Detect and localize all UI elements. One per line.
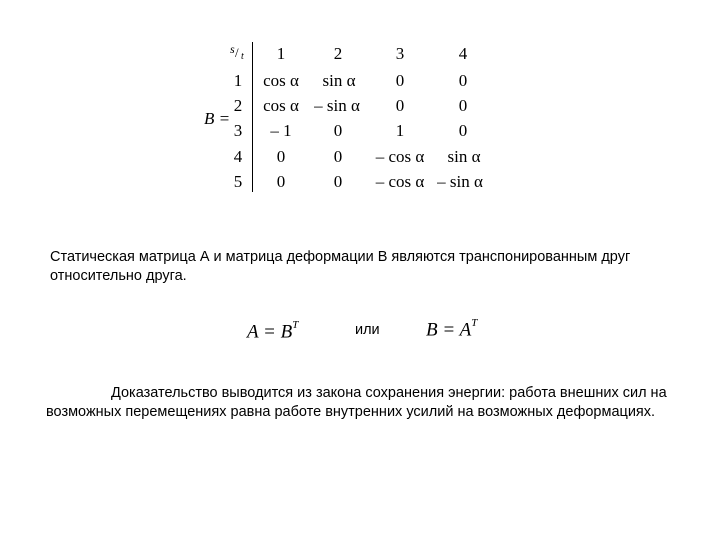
paragraph-statement: Статическая матрица А и матрица деформации В являются транспонированным друг относительно друга. [50, 249, 631, 284]
matrix-cell: – 1 [270, 121, 292, 140]
column-header: 2 [333, 44, 343, 63]
matrix-cell: 0 [333, 172, 343, 191]
formula-right-sup: T [471, 317, 478, 329]
matrix-cell: sin α [447, 147, 481, 166]
formula-left-sup: T [292, 319, 299, 331]
matrix-cell: 0 [276, 147, 286, 166]
matrix-cell: 0 [333, 121, 343, 140]
column-header: 3 [395, 44, 405, 63]
matrix-label: B = [204, 109, 231, 128]
row-index: 5 [233, 172, 243, 191]
matrix-cell: 1 [395, 121, 405, 140]
matrix-cell: – sin α [437, 172, 483, 191]
or-word: или [355, 322, 380, 338]
matrix-cell: 0 [395, 96, 405, 115]
formula-right-base: B = A [426, 319, 472, 341]
paragraph-proof: Доказательство выводится из закона сохранения энергии: работа внешних сил на возможных перемещениях равна работе внутренних усилий на возможных деформациях. [46, 385, 667, 420]
matrix-cell: cos α [263, 96, 299, 115]
column-header: 4 [458, 44, 468, 63]
row-index: 3 [233, 121, 243, 140]
row-index: 2 [233, 96, 243, 115]
row-index: 1 [233, 71, 243, 90]
matrix-cell: 0 [458, 121, 468, 140]
matrix-cell: sin α [322, 71, 356, 90]
corner-slash: / [235, 45, 239, 60]
matrix-divider [252, 42, 253, 192]
matrix-cell: – cos α [375, 147, 425, 166]
column-header: 1 [276, 44, 286, 63]
corner-s: s [230, 42, 235, 56]
matrix-cell: 0 [458, 96, 468, 115]
corner-t: t [241, 51, 244, 62]
formula-left-base: A = B [247, 321, 293, 343]
formula-b-equals-at [426, 317, 478, 341]
formula-a-equals-bt [247, 319, 299, 343]
matrix-cell: cos α [263, 71, 299, 90]
matrix-cell: – cos α [375, 172, 425, 191]
matrix-cell: 0 [395, 71, 405, 90]
matrix-cell: 0 [276, 172, 286, 191]
matrix-cell: 0 [333, 147, 343, 166]
matrix-cell: 0 [458, 71, 468, 90]
matrix-cell: – sin α [314, 96, 360, 115]
row-index: 4 [233, 147, 243, 166]
